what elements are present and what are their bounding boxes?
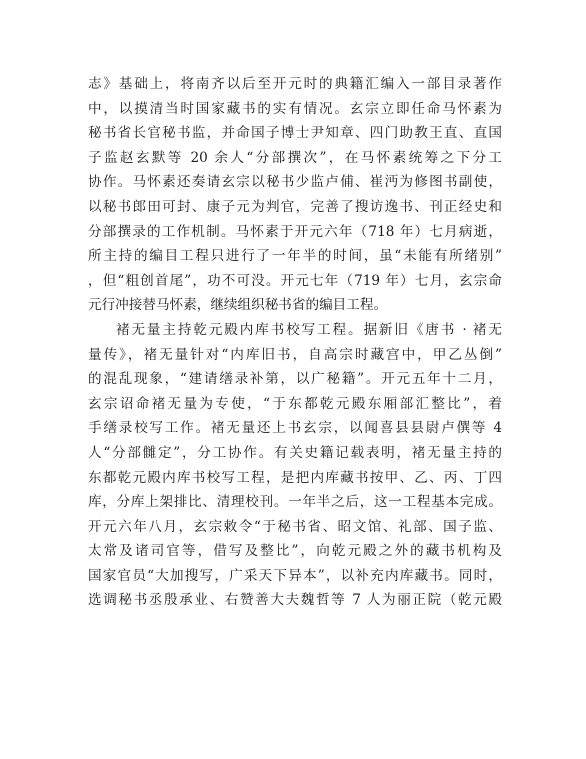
- text-line: 元行冲接替马怀素，继续组织秘书省的编目工程。: [88, 297, 388, 314]
- text-line: 选调秘书丞殷承业、右赞善大夫魏哲等 7 人为丽正院（乾元殿: [88, 592, 502, 609]
- text-line: ，但“粗创首尾”，功不可没。开元七年（719 年）七月，玄宗命: [88, 272, 502, 289]
- text-line: 的混乱现象，“建请缮录补第，以广秘籍”。开元五年十二月，: [88, 371, 502, 388]
- text-line: 人“分部雠定”，分工协作。有关史籍记载表明，褚无量主持的: [88, 444, 502, 461]
- text-line: 所主持的编目工程只进行了一年半的时间，虽“未能有所绪别”: [88, 248, 502, 265]
- text-line: 手缮录校写工作。褚无量还上书玄宗，以闻喜县县尉卢僎等 4: [88, 420, 502, 437]
- text-line: 东都乾元殿内库书校写工程，是把内库藏书按甲、乙、丙、丁四: [88, 469, 502, 486]
- text-line: 库，分库上架排比、清理校刊。一年半之后，这一工程基本完成。: [88, 494, 502, 511]
- text-line: 秘书省长官秘书监，并命国子博士尹知章、四门助教王直、直国: [88, 125, 502, 142]
- text-line: 分部撰录的工作机制。马怀素于开元六年（718 年）七月病逝，: [88, 223, 502, 240]
- text-line: 子监赵玄默等 20 余人“分部撰次”，在马怀素统筹之下分工: [88, 149, 502, 166]
- text-line: 协作。马怀素还奏请玄宗以秘书少监卢俌、崔沔为修图书副使，: [88, 174, 502, 191]
- paragraph: [88, 318, 502, 613]
- paragraph: [88, 72, 502, 318]
- text-line: 以秘书郎田可封、康子元为判官，完善了搜访逸书、刊正经史和: [88, 198, 502, 215]
- text-line: 量传》，褚无量针对“内库旧书，自高宗时藏宫中，甲乙丛倒”: [88, 346, 502, 363]
- text-line: 中，以摸清当时国家藏书的实有情况。玄宗立即任命马怀素为: [88, 100, 502, 117]
- text-line: 开元六年八月，玄宗敕令“于秘书省、昭文馆、礼部、国子监、: [88, 518, 502, 535]
- text-line: 太常及诸司官等，借写及整比”，向乾元殿之外的藏书机构及: [88, 543, 502, 560]
- text-line: 志》基础上，将南齐以后至开元时的典籍汇编入一部目录著作: [88, 76, 502, 92]
- text-line: 玄宗诏命褚无量为专使，“于东都乾元殿东厢部汇整比”，着: [88, 395, 502, 412]
- text-line: 国家官员“大加搜写，广采天下异本”，以补充内库藏书。同时，: [88, 567, 502, 584]
- body-text: [88, 72, 502, 613]
- text-line: 褚无量主持乾元殿内库书校写工程。据新旧《唐书 · 褚无: [116, 321, 502, 338]
